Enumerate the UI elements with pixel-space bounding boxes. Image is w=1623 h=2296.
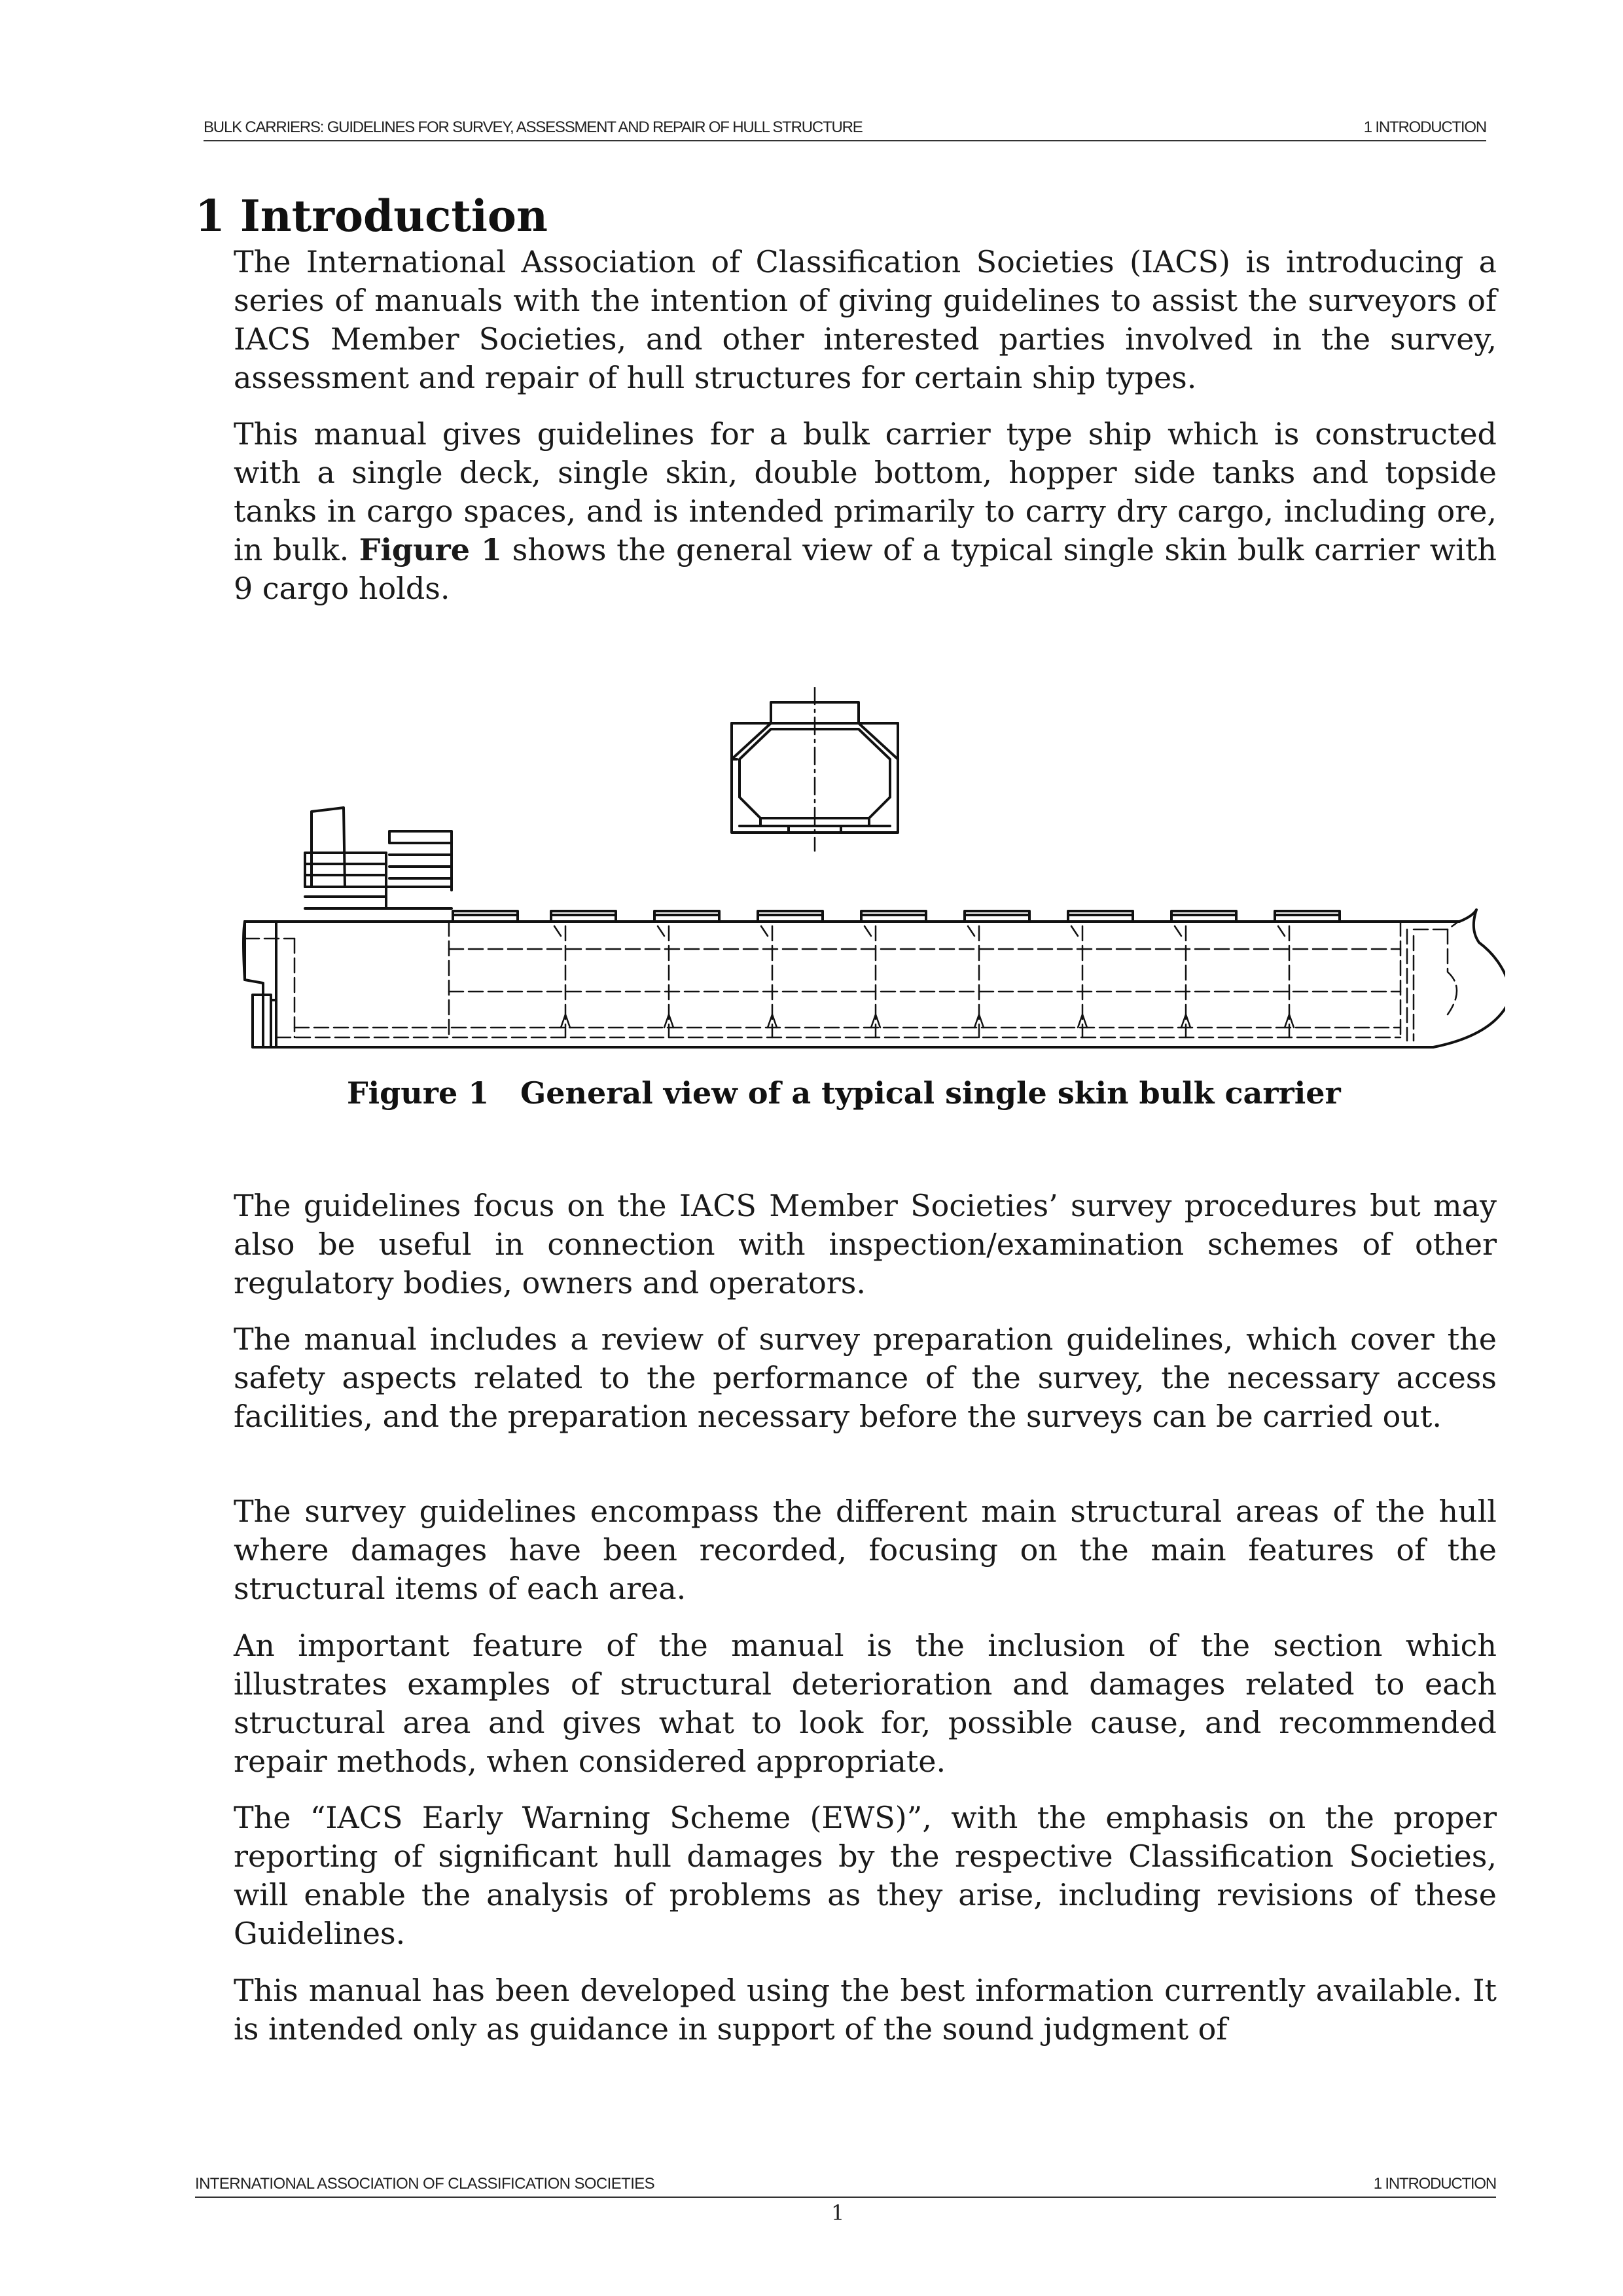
paragraph-structural-areas: The survey guidelines encompass the different main structural areas of the hull where damages have been recorded, focusing on the main features of the structural items of each area. bbox=[234, 1494, 1497, 1606]
paragraph-guidelines-focus: The guidelines focus on the IACS Member Societies’ survey procedures but may also be useful in connection with inspection/examination schemes of other regulatory bodies, owners and operators. bbox=[234, 1188, 1497, 1300]
figure-caption bbox=[347, 1073, 1394, 1113]
figure-reference: Figure 1 bbox=[359, 532, 503, 567]
paragraph-scope-text: This manual gives guidelines for a bulk carrier type ship which is constructed with a single deck, single skin, double bottom, hopper side tanks and topside tanks in cargo spaces, and is intended primarily to carry dry cargo, including ore, in bulk. bbox=[234, 416, 1497, 567]
paragraph-survey-preparation: The manual includes a review of survey preparation guidelines, which cover the safety aspects related to the performance of the survey, the necessary access facilities, and the preparation necessary before the surveys can be carried out. bbox=[234, 1321, 1497, 1434]
paragraph-scope-text-end: shows the general view of a typical single skin bulk carrier with 9 cargo holds. bbox=[234, 532, 1497, 606]
paragraph-scope bbox=[234, 415, 1497, 608]
midship-section-drawing bbox=[732, 687, 898, 851]
running-footer bbox=[195, 2174, 1496, 2198]
footer-chapter-label: 1 INTRODUCTION bbox=[1373, 2175, 1496, 2193]
bulk-carrier-drawing bbox=[229, 687, 1505, 1067]
chapter-title: 1 Introduction bbox=[195, 190, 548, 242]
footer-organization: INTERNATIONAL ASSOCIATION OF CLASSIFICATION SOCIETIES bbox=[195, 2175, 655, 2193]
paragraph-iacs-intro: The International Association of Classification Societies (IACS) is introducing a series of manuals with the intention of giving guidelines to assist the surveyors of IACS Member Societies, and other interested parties involved in the survey, assessment and repair of hull structures for certain ship types. bbox=[234, 244, 1497, 395]
paragraph-early-warning: The “IACS Early Warning Scheme (EWS)”, with the emphasis on the proper reporting of significant hull damages by the respective Classification Societies, will enable the analysis of problems as they arise, including revisions of these Guidelines. bbox=[234, 1800, 1497, 1951]
paragraph-guidance-disclaimer: This manual has been developed using the best information currently available. It is intended only as guidance in support of the sound judgment of bbox=[234, 1973, 1497, 2047]
figure-caption-text: General view of a typical single skin bulk carrier bbox=[520, 1075, 1341, 1111]
header-chapter-label: 1 INTRODUCTION bbox=[1363, 118, 1486, 136]
figure-bulk-carrier bbox=[229, 687, 1505, 1067]
page-number: 1 bbox=[831, 2200, 845, 2225]
side-profile-drawing bbox=[243, 808, 1505, 1047]
header-document-title: BULK CARRIERS: GUIDELINES FOR SURVEY, ASSESSMENT AND REPAIR OF HULL STRUCTURE bbox=[204, 118, 863, 136]
figure-number: Figure 1 bbox=[347, 1075, 490, 1111]
paragraph-damage-examples: An important feature of the manual is the inclusion of the section which illustrates examples of structural deterioration and damages related to each structural area and gives what to look for, possible cause, and recommended repair methods, when considered appropriate. bbox=[234, 1628, 1497, 1779]
running-header bbox=[204, 118, 1486, 141]
